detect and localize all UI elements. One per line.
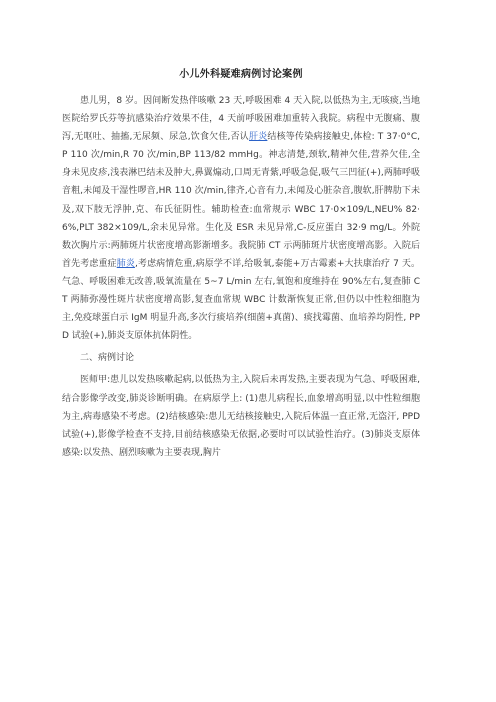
discussion-paragraph: 医师甲:患儿以发热咳嗽起病,以低热为主,入院后未再发热,主要表现为气急、呼吸困难,结合影像学改变,肺炎诊断明确。在病原学上: (1)患儿病程长,血象增高明显,以中性粒细胞为主,病毒感染不考虑。(2)结核感染:患儿无结核接触史,入院后体温一直正常,无盗汗, PPD 试验(+),影像学检查不支持,目前结核感染无依据,必要时可以试验性治疗。(3)肺炎支原体感染:以发热、剧烈咳嗽为主要表现,胸片	[62, 375, 420, 458]
case-paragraph	[62, 92, 420, 345]
case-text-part-1: 患儿男，8 岁。因间断发热伴咳嗽 23 天,呼吸困难 4 天入院,以低热为主,无咳痰,当地医院给罗氏芬等抗感染治疗效果不佳，4 天前呼吸困难加重转入我院。病程中无腹痛、腹泻,无呕吐、抽搐,无尿频、尿急,饮食欠佳,否认	[62, 96, 420, 143]
pneumonia-link[interactable]: 肺炎	[116, 258, 135, 269]
hepatitis-link[interactable]: 肝炎	[249, 132, 268, 143]
case-text-part-3: ,考虑病情危重,病原学不详,给吸氧,泰能+万古霉素+大扶康治疗 7 天。气急、呼吸困难无改善,吸氧流量在 5~7 L/min 左右,氧饱和度维持在 90%左右,复查肺 CT 两肺弥漫性斑片状密度增高影,复查血常规 WBC 计数渐恢复正常,但仍以中性粒细胞为主,免疫球蛋白示 IgM 明显升高,多次行痰培养(细菌+真菌)、痰找霉菌、血培养均阴性, PPD 试验(+),肺炎支原体抗体阴性。	[62, 258, 420, 342]
document-title: 小儿外科疑难病例讨论案例	[179, 69, 303, 80]
case-text-part-2: 结核等传染病接触史,体检: T 37·0°C, P 110 次/min,R 70 次/min,BP 113/82 mmHg。神志清楚,颈软,精神欠佳,营养欠佳,全身未见皮疹,浅表淋巴结未及肿大,鼻翼煽动,口周无青紫,呼吸急促,吸气三凹征(+),两肺呼吸音粗,未闻及干湿性啰音,HR 110 次/min,律齐,心音有力,未闻及心脏杂音,腹软,肝脾肋下未及,双下肢无浮肿,克、布氏征阴性。辅助检查:血常规示 WBC 17·0×109/L,NEU% 82·6%,PLT 382×109/L,余未见异常。生化及 ESR 未见异常,C-反应蛋白 32·9 mg/L。外院数次胸片示:两肺斑片状密度增高影渐增多。我院肺 CT 示两肺斑片状密度增高影。入院后首先考虑重症	[62, 132, 420, 269]
section-heading-discussion: 二、病例讨论	[80, 353, 135, 364]
